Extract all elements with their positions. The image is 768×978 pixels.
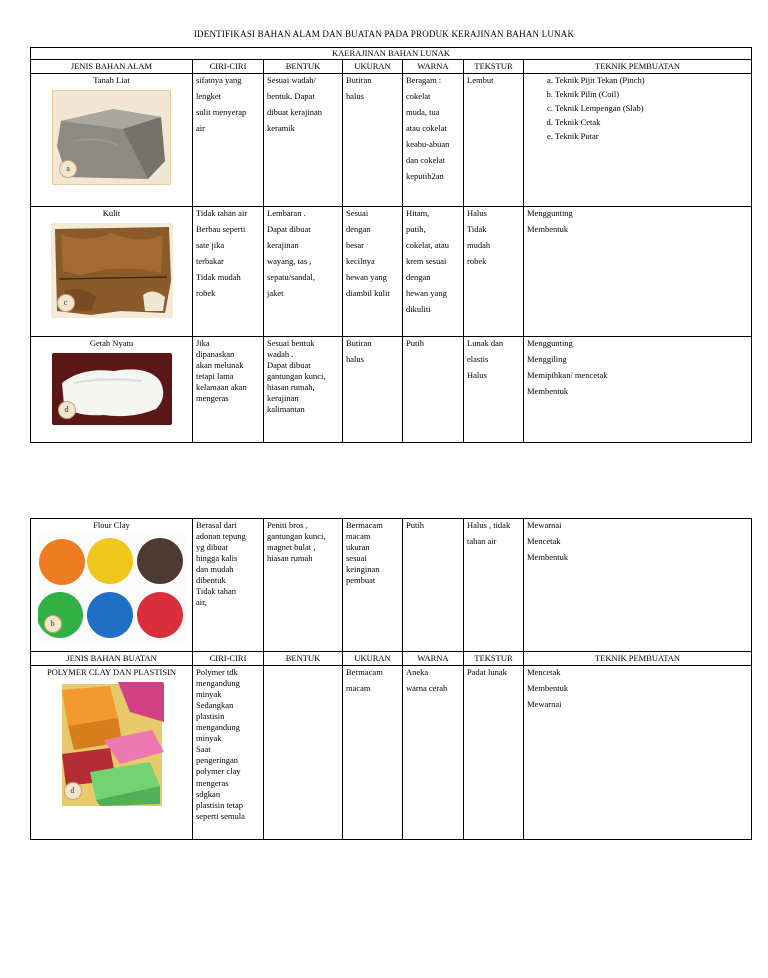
ciri-cell [193, 666, 264, 840]
text-line: krem sesuai [406, 256, 447, 267]
table-row [31, 74, 752, 207]
ukuran-cell [343, 666, 403, 840]
tekstur-cell [464, 519, 524, 652]
ciri-cell [193, 74, 264, 207]
list-item: d. Teknik Cetak [555, 117, 748, 128]
warna-cell [403, 74, 464, 207]
bentuk-cell [264, 519, 343, 652]
text-line: Menggunting [527, 338, 573, 349]
text-line: dan cokelat [406, 155, 445, 166]
list-item: c. Teknik Lempengan (Slab) [555, 103, 748, 114]
label-badge: c [57, 294, 75, 312]
polymer-clay-image [60, 682, 164, 808]
text-line: Dapat dibuat [267, 224, 311, 235]
text-line: dibuat kerajinan [267, 107, 322, 118]
text-line: keramik [267, 123, 295, 134]
text-line: sepatu/sandal, [267, 272, 315, 283]
text-line: Tidak mudah [196, 272, 241, 283]
latex-image [52, 353, 172, 425]
text-line: Hitam, [406, 208, 430, 219]
table-caption: KAERAJINAN BAHAN LUNAK [31, 48, 752, 60]
text-line: Lunak dan [467, 338, 504, 349]
text-line: hewan yang [346, 272, 387, 283]
material-cell [31, 74, 193, 207]
text-line: Mencetak [527, 536, 561, 547]
col-header: JENIS BAHAN BUATAN [31, 652, 193, 666]
col-header: CIRI-CIRI [193, 60, 264, 74]
ukuran-cell [343, 519, 403, 652]
label-badge: d [64, 782, 82, 800]
header-row [31, 652, 752, 666]
materials-table-continued [30, 518, 752, 840]
col-header: TEKNIK PEMBUATAN [524, 60, 752, 74]
col-header: TEKNIK PEMBUATAN [524, 652, 752, 666]
text-line: Membentuk [527, 552, 569, 563]
text-line: diambil kulit [346, 288, 390, 299]
text-line: Beragam : [406, 75, 442, 86]
material-cell [31, 666, 193, 840]
text-line: kerajinan [267, 240, 299, 251]
col-header: BENTUK [264, 60, 343, 74]
col-header: UKURAN [343, 652, 403, 666]
text-line: Padat lunak [467, 667, 507, 678]
warna-cell [403, 207, 464, 337]
material-cell [31, 337, 193, 443]
text-line: Butiran [346, 75, 372, 86]
text-line: dengan [346, 224, 371, 235]
text-line: air [196, 123, 205, 134]
material-name: POLYMER CLAY DAN PLASTISIN [46, 667, 177, 678]
col-header: BENTUK [264, 652, 343, 666]
text-line: Menggiling [527, 354, 567, 365]
text-line: macam [346, 683, 371, 694]
text-block: Polymer tdk mengandung minyak Sedangkan plastisin mengandung minyak Saat pengeringan polymer clay mengeras sdgkan plastisin tetap seperti semula [196, 667, 245, 821]
text-line: Lembaran . [267, 208, 306, 219]
label-badge: a [59, 160, 77, 178]
ukuran-cell [343, 337, 403, 443]
text-line: cokelat [406, 91, 431, 102]
text-line: Aneka [406, 667, 429, 678]
ukuran-cell [343, 74, 403, 207]
text-line: halus [346, 354, 364, 365]
col-header: JENIS BAHAN ALAM [31, 60, 193, 74]
text-line: putih, [406, 224, 426, 235]
text-line: kecilnya [346, 256, 375, 267]
list-item: b. Teknik Pilin (Coil) [555, 89, 748, 100]
text-line: wayang, tas , [267, 256, 312, 267]
header-row [31, 60, 752, 74]
ukuran-cell [343, 207, 403, 337]
ciri-cell [193, 519, 264, 652]
text-line: Menggunting [527, 208, 573, 219]
text-line: muda, tua [406, 107, 440, 118]
text-line: robek [196, 288, 216, 299]
text-block: Sesuai bentuk wadah . Dapat dibuat gantungan kunci, hiasan rumah, kerajinan kalimantan [267, 338, 326, 415]
text-line: Sesuai [346, 208, 369, 219]
text-line: Sesuai wadah/ [267, 75, 316, 86]
col-header: UKURAN [343, 60, 403, 74]
text-line: Tidak [467, 224, 487, 235]
clay-image [52, 90, 171, 185]
teknik-cell [524, 207, 752, 337]
natural-materials-table [30, 47, 752, 443]
text-block: Jika dipanaskan akan melunak tetapi lama kelamaan akan mengeras [196, 338, 247, 404]
text-line: sifatnya yang [196, 75, 242, 86]
col-header: TEKSTUR [464, 652, 524, 666]
col-header: WARNA [403, 60, 464, 74]
col-header: TEKSTUR [464, 60, 524, 74]
material-name: Getah Nyatu [89, 338, 134, 349]
text-line: sulit menyerap [196, 107, 247, 118]
table-row [31, 666, 752, 840]
tekstur-cell [464, 207, 524, 337]
tekstur-cell [464, 666, 524, 840]
text-line: keputih2an [406, 171, 444, 182]
text-line: terbakar [196, 256, 224, 267]
label-badge: d [58, 401, 76, 419]
text-line: Butiran [346, 338, 372, 349]
text-line: Lembut [467, 75, 494, 86]
text-line: mudah [467, 240, 491, 251]
technique-list [527, 75, 748, 142]
material-name: Flour Clay [93, 520, 130, 530]
document-title: IDENTIFIKASI BAHAN ALAM DAN BUATAN PADA PRODUK KERAJINAN BAHAN LUNAK [193, 29, 575, 39]
text-line: Memipihkan/ mencetak [527, 370, 608, 381]
text-line: tahan air [467, 536, 497, 547]
text-line: dengan [406, 272, 431, 283]
text-block: Bermacam macam ukuran sesuai keinginan pembuat [346, 520, 383, 586]
bentuk-cell [264, 74, 343, 207]
text-line: Membentuk [527, 683, 569, 694]
material-name: Kulit [102, 208, 121, 219]
text-line: Membentuk [527, 386, 569, 397]
text-line: Putih [406, 338, 424, 349]
text-line: bentuk. Dapat [267, 91, 315, 102]
text-line: Halus [467, 208, 487, 219]
col-header: CIRI-CIRI [193, 652, 264, 666]
bentuk-cell [264, 666, 343, 840]
material-name: Tanah Liat [93, 75, 130, 86]
text-line: Mewarnai [527, 520, 562, 530]
warna-cell [403, 519, 464, 652]
text-line: halus [346, 91, 364, 102]
text-line: robek [467, 256, 487, 267]
flour-clay-image [38, 535, 186, 643]
text-line: lengket [196, 91, 222, 102]
text-line: sate jika [196, 240, 225, 251]
teknik-cell [524, 666, 752, 840]
text-line: keabu-abuan [406, 139, 450, 150]
text-line: Bermacam [346, 667, 383, 678]
list-item: a. Teknik Pijit Tekan (Pinch) [555, 75, 748, 86]
tekstur-cell [464, 74, 524, 207]
text-line: besar [346, 240, 364, 251]
text-line: elastis [467, 354, 489, 365]
table-row [31, 207, 752, 337]
label-badge: b [44, 615, 62, 633]
text-line: warna cerah [406, 683, 448, 694]
teknik-cell [524, 74, 752, 207]
text-line: hewan yang [406, 288, 447, 299]
tekstur-cell [464, 337, 524, 443]
text-line: Putih [406, 520, 424, 530]
ciri-cell [193, 207, 264, 337]
text-block: Berasal dari adonan tepung yg dibuat hingga kalis dan mudah dibentuk Tidak tahan air, [196, 520, 246, 608]
text-line: dikuliti [406, 304, 431, 315]
material-cell [31, 519, 193, 652]
text-line: Halus , tidak [467, 520, 511, 530]
text-line: jaket [267, 288, 284, 299]
text-line: atau cokelat [406, 123, 447, 134]
teknik-cell [524, 337, 752, 443]
list-item: e. Teknik Putar [555, 131, 748, 142]
material-cell [31, 207, 193, 337]
leather-image [51, 223, 173, 318]
text-line: Tidak tahan air [196, 208, 248, 219]
teknik-cell [524, 519, 752, 652]
bentuk-cell [264, 337, 343, 443]
ciri-cell [193, 337, 264, 443]
text-line: cokelat, atau [406, 240, 449, 251]
text-line: Membentuk [527, 224, 569, 235]
table-row [31, 519, 752, 652]
text-line: Mewarnai [527, 699, 562, 710]
text-line: Halus [467, 370, 487, 381]
warna-cell [403, 666, 464, 840]
text-line: Berbau seperti [196, 224, 246, 235]
text-block: Peniti bros , gantungan kunci, magnet bulat , hiasan rumah [267, 520, 326, 564]
warna-cell [403, 337, 464, 443]
bentuk-cell [264, 207, 343, 337]
text-line: Mencetak [527, 667, 561, 678]
col-header: WARNA [403, 652, 464, 666]
table-row [31, 337, 752, 443]
